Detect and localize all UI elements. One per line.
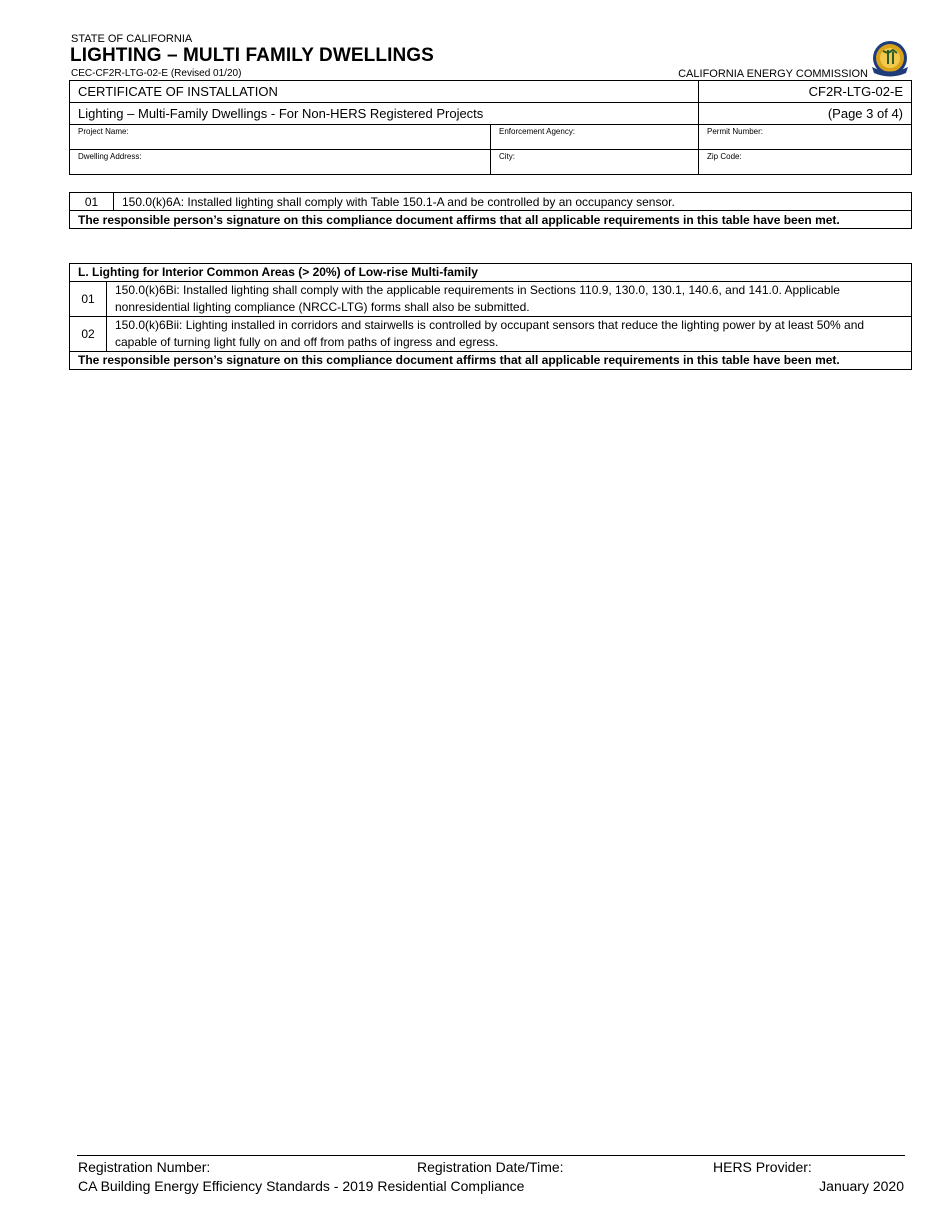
- section-title: L. Lighting for Interior Common Areas (> 20%) of Low-rise Multi-family: [70, 264, 912, 282]
- affirmation-statement: The responsible person’s signature on this compliance document affirms that all applicable requirements in this table have been met.: [70, 211, 912, 229]
- registration-date-label: Registration Date/Time:: [417, 1159, 564, 1175]
- dwelling-address-field[interactable]: Dwelling Address:: [70, 150, 491, 175]
- state-label: STATE OF CALIFORNIA: [71, 33, 193, 45]
- table-row: [70, 282, 912, 317]
- registration-number-label: Registration Number:: [78, 1159, 211, 1175]
- table-row: [70, 193, 912, 211]
- requirement-text: 150.0(k)6Bii: Lighting installed in corridors and stairwells is controlled by occupant sensors that reduce the lighting power by at least 50% and capable of turning light fully on and off from paths of ingress and egress.: [107, 317, 912, 352]
- hers-provider-label: HERS Provider:: [713, 1159, 812, 1175]
- requirements-table-a: [69, 192, 912, 229]
- form-subtitle: Lighting – Multi-Family Dwellings - For Non-HERS Registered Projects: [70, 103, 699, 125]
- footer-standards-line: [78, 1178, 904, 1194]
- row-number: 01: [70, 282, 107, 317]
- permit-number-field[interactable]: Permit Number:: [699, 125, 912, 150]
- footer-divider: [77, 1155, 905, 1156]
- footer-registration-line: [78, 1159, 904, 1175]
- enforcement-agency-field[interactable]: Enforcement Agency:: [491, 125, 699, 150]
- form-code: CF2R-LTG-02-E: [699, 81, 912, 103]
- project-name-field[interactable]: Project Name:: [70, 125, 491, 150]
- row-number: 01: [70, 193, 114, 211]
- document-title: LIGHTING – MULTI FAMILY DWELLINGS: [70, 45, 434, 66]
- requirement-text: 150.0(k)6Bi: Installed lighting shall comply with the applicable requirements in Sections 110.9, 130.0, 130.1, 140.6, and 141.0. Applicable nonresidential lighting compliance (NRCC-LTG) forms shall also be submitted.: [107, 282, 912, 317]
- requirement-text: 150.0(k)6A: Installed lighting shall comply with Table 150.1-A and be controlled by an occupancy sensor.: [114, 193, 912, 211]
- standards-label: CA Building Energy Efficiency Standards - 2019 Residential Compliance: [78, 1178, 525, 1194]
- form-revision: CEC-CF2R-LTG-02-E (Revised 01/20): [71, 68, 242, 79]
- header-table: [69, 80, 912, 175]
- certificate-type: CERTIFICATE OF INSTALLATION: [70, 81, 699, 103]
- requirements-table-l: [69, 263, 912, 370]
- row-number: 02: [70, 317, 107, 352]
- page-number: (Page 3 of 4): [699, 103, 912, 125]
- agency-name: CALIFORNIA ENERGY COMMISSION: [678, 68, 868, 80]
- energy-commission-seal-icon: [869, 40, 911, 78]
- revision-date: January 2020: [819, 1178, 904, 1194]
- city-field[interactable]: City:: [491, 150, 699, 175]
- affirmation-statement: The responsible person’s signature on this compliance document affirms that all applicable requirements in this table have been met.: [70, 352, 912, 370]
- zip-code-field[interactable]: Zip Code:: [699, 150, 912, 175]
- table-row: [70, 317, 912, 352]
